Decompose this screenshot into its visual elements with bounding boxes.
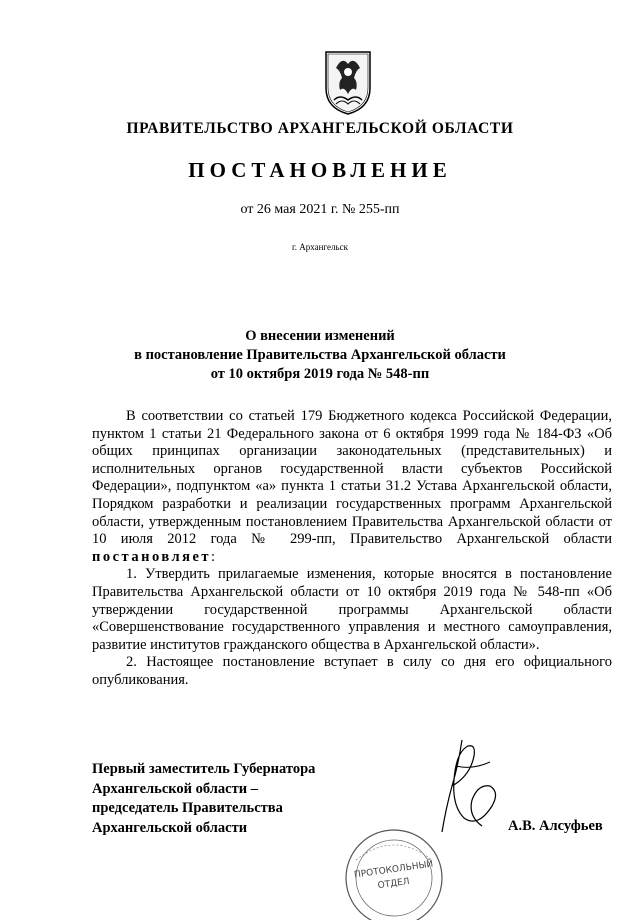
- signatory-name: А.В. Алсуфьев: [508, 818, 603, 834]
- preamble-text: В соответствии со статьей 179 Бюджетного кодекса Российской Федерации, пунктом 1 статьи 21 Федерального закона от 6 октября 1999 года № 184-ФЗ «Об общих принципах организации законодательных (представительных) и исполнительных органов государственной власти субъектов Российской Федерации», подпунктом «а» пункта 1 статьи 31.2 Устава Архангельской области, Порядком разработки и реализации государственных программ Архангельской области, утвержденным постановлением Правительства Архангельской области от 10 июля 2012 года № 299-пп, Правительство Архангельской области: [92, 408, 612, 548]
- coat-of-arms-emblem: [322, 48, 374, 116]
- document-city: г. Архангельск: [292, 242, 348, 252]
- subject-line: в постановление Правительства Архангельской области: [134, 347, 506, 363]
- document-subject: [0, 327, 640, 384]
- document-type-title: ПОСТАНОВЛЕНИЕ: [188, 158, 452, 182]
- document-body: [92, 408, 612, 690]
- government-title: ПРАВИТЕЛЬСТВО АРХАНГЕЛЬСКОЙ ОБЛАСТИ: [126, 120, 514, 137]
- item-2-paragraph: 2. Настоящее постановление вступает в силу со дня его официального опубликования.: [92, 654, 612, 688]
- decree-word: постановляет: [92, 548, 212, 565]
- document-date-number: от 26 мая 2021 г. № 255-пп: [240, 202, 400, 217]
- signatory-position: [92, 760, 315, 838]
- position-line: Архангельской области: [92, 819, 248, 836]
- position-line: Первый заместитель Губернатора: [92, 761, 316, 777]
- subject-line: от 10 октября 2019 года № 548-пп: [210, 366, 430, 382]
- svg-text:ОТДЕЛ: ОТДЕЛ: [377, 876, 411, 892]
- svg-text:ПРОТОКОЛЬНЫЙ: ПРОТОКОЛЬНЫЙ: [353, 859, 434, 881]
- preamble-paragraph: В соответствии со статьей 179 Бюджетного кодекса Российской Федерации, пунктом 1 статьи 21 Федерального закона от 6 октября 1999 года № 184-ФЗ «Об общих принципах организации законодательных (представительных) и исполнительных органов государственной власти субъектов Российской Федерации», подпунктом «а» пункта 1 статьи 31.2 Устава Архангельской области, Порядком разработки и реализации государственных программ Архангельской области, утвержденным постановлением Правительства Архангельской области от 10 июля 2012 года № 299-пп, Правительство Архангельской области постановляет:: [92, 408, 612, 565]
- item-1-paragraph: 1. Утвердить прилагаемые изменения, которые вносятся в постановление Правительства Архангельской области от 10 октября 2019 года № 548-пп «Об утверждении государственной программы Архангельской области «Совершенствование государственного управления и местного самоуправления, развитие институтов гражданского общества в Архангельской области».: [92, 566, 612, 653]
- official-stamp: [336, 820, 446, 920]
- position-line: Архангельской области –: [92, 780, 258, 797]
- position-line: председатель Правительства: [92, 800, 283, 816]
- subject-line: О внесении изменений: [245, 328, 395, 344]
